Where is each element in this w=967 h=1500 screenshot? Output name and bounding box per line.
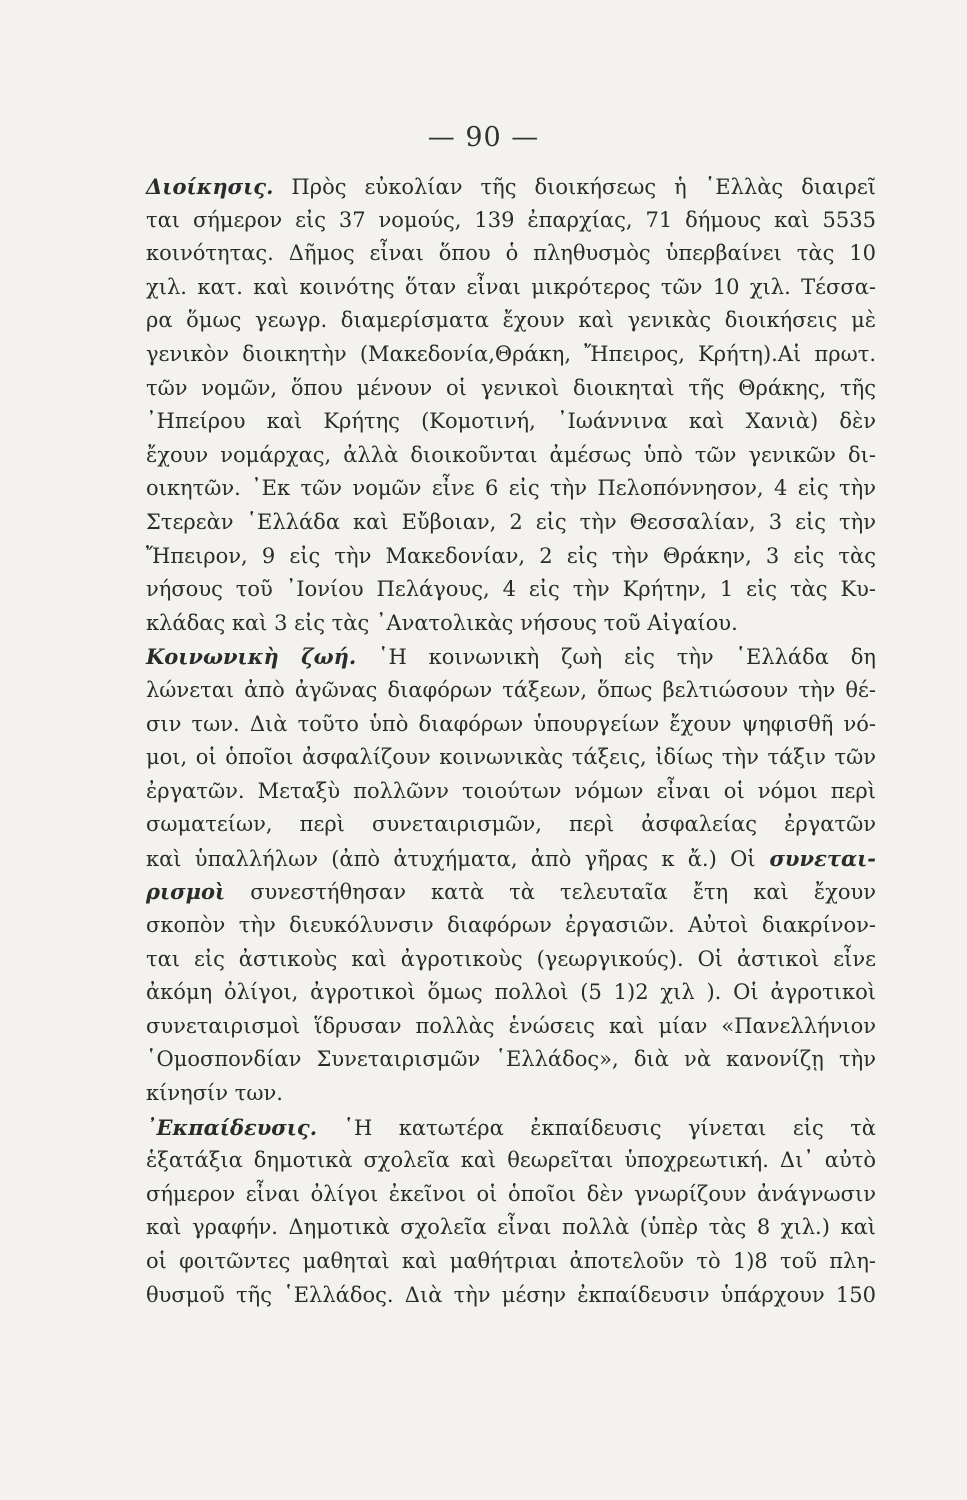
body-text	[146, 170, 876, 1312]
line-text: συνεταιρισμοὶ ἵδρυσαν πολλὰς ἑνώσεις καὶ μίαν «Πανελλήνιον	[146, 1013, 876, 1038]
text-line	[146, 271, 876, 305]
line-text: κίνησίν των.	[146, 1081, 283, 1106]
text-line	[146, 1279, 876, 1313]
text-line	[146, 1144, 876, 1178]
line-text: σιν των. Διὰ τοῦτο ὑπὸ διαφόρων ὑπουργείων ἔχουν ψηφισθῆ νό-	[146, 711, 876, 736]
text-line	[146, 506, 876, 540]
section-heading: ᾽Εκπαίδευσις.	[146, 1114, 318, 1140]
line-text: ται σήμερον εἰς 37 νομούς, 139 ἐπαρχίας, 71 δήμους καὶ 5535	[146, 207, 876, 232]
text-line	[146, 674, 876, 708]
text-line	[146, 1178, 876, 1212]
line-text: ῾Η κοινωνικὴ ζωὴ εἰς τὴν ῾Ελλάδα δη	[356, 645, 876, 670]
section-heading: Κοινωνικὴ ζωή.	[146, 644, 357, 670]
line-text: κοινότητας. Δῆμος εἶναι ὅπου ὁ πληθυσμὸς ὑπερβαίνει τὰς 10	[146, 241, 876, 266]
text-line	[146, 1211, 876, 1245]
line-text: ῾Η κατωτέρα ἐκπαίδευσις γίνεται εἰς τὰ	[317, 1115, 876, 1140]
line-text: Ἤπειρον, 9 εἰς τὴν Μακεδονίαν, 2 εἰς τὴν Θράκην, 3 εἰς τὰς	[146, 543, 876, 568]
line-text: οἱ φοιτῶντες μαθηταὶ καὶ μαθήτριαι ἀποτελοῦν τὸ 1)8 τοῦ πλη-	[146, 1249, 876, 1273]
text-line	[146, 439, 876, 473]
line-text: συνεστήθησαν κατὰ τὰ τελευταῖα ἔτη καὶ ἔχουν	[225, 880, 876, 905]
line-text: ρα ὅμως γεωγρ. διαμερίσματα ἔχουν καὶ γενικὰς διοικήσεις μὲ	[146, 308, 876, 333]
text-line	[146, 573, 876, 607]
text-line	[146, 741, 876, 775]
text-line	[146, 1010, 876, 1044]
text-line	[146, 775, 876, 809]
text-line	[146, 540, 876, 574]
line-text: χιλ. κατ. καὶ κοινότης ὅταν εἶναι μικρότερος τῶν 10 χιλ. Τέσσα-	[146, 274, 876, 299]
line-text: οικητῶν. ᾽Εκ τῶν νομῶν εἶνε 6 εἰς τὴν Πελοπόννησον, 4 εἰς τὴν	[146, 476, 876, 501]
text-line	[146, 808, 876, 842]
text-line	[146, 607, 876, 641]
line-text: ᾽Ηπείρου καὶ Κρήτης (Κομοτινή, ᾽Ιωάννινα καὶ Χανιὰ) δὲν	[146, 409, 876, 434]
text-line	[146, 976, 876, 1010]
line-text: λώνεται ἀπὸ ἀγῶνας διαφόρων τάξεων, ὅπως βελτιώσουν τὴν θέ-	[146, 677, 876, 702]
line-text: θυσμοῦ τῆς ῾Ελλάδος. Διὰ τὴν μέσην ἐκπαίδευσιν ὑπάρχουν 150	[146, 1282, 876, 1307]
text-line	[146, 472, 876, 506]
text-line	[146, 237, 876, 271]
line-text: γενικὸν διοικητὴν (Μακεδονία,Θράκη, Ἤπειρος, Κρήτη).Αἱ πρωτ.	[146, 341, 876, 366]
text-line	[146, 909, 876, 943]
line-text: σκοπὸν τὴν διευκόλυνσιν διαφόρων ἐργασιῶν. Αὐτοὶ διακρίνον-	[146, 913, 876, 938]
emphasized-term: συνεται-	[755, 845, 876, 871]
text-line	[146, 640, 876, 674]
line-text: σήμερον εἶναι ὀλίγοι ἐκεῖνοι οἱ ὁποῖοι δὲν γνωρίζουν ἀνάγνωσιν	[146, 1181, 876, 1206]
text-line	[146, 875, 876, 909]
line-text: ἀκόμη ὀλίγοι, ἀγροτικοὶ ὅμως πολλοὶ (5 1)2 χιλ ). Οἱ ἀγροτικοὶ	[146, 980, 876, 1005]
line-text: Στερεὰν ῾Ελλάδα καὶ Εὔβοιαν, 2 εἰς τὴν Θεσσαλίαν, 3 εἰς τὴν	[146, 509, 876, 534]
line-text: τῶν νομῶν, ὅπου μένουν οἱ γενικοὶ διοικηταὶ τῆς Θράκης, τῆς	[146, 375, 876, 400]
line-text: σωματείων, περὶ συνεταιρισμῶν, περὶ ἀσφαλείας ἐργατῶν	[146, 812, 876, 837]
line-text: ἐργατῶν. Μεταξὺ πολλῶνν τοιούτων νόμων εἶναι οἱ νόμοι περὶ	[146, 778, 876, 803]
text-line	[146, 1043, 876, 1077]
text-line	[146, 1111, 876, 1145]
line-text: καὶ ὑπαλλήλων (ἀπὸ ἀτυχήματα, ἀπὸ γῆρας κ ἄ.) Οἱ	[146, 846, 756, 871]
text-line	[146, 842, 876, 876]
section-heading: Διοίκησις.	[146, 174, 274, 199]
text-line	[146, 405, 876, 439]
line-text: κλάδας καὶ 3 εἰς τὰς ᾽Ανατολικὰς νήσους τοῦ Αἰγαίου.	[146, 610, 738, 635]
text-line	[146, 338, 876, 372]
text-line	[146, 708, 876, 742]
line-text: ται εἰς ἀστικοὺς καὶ ἀγροτικοὺς (γεωργικούς). Οἱ ἀστικοὶ εἶνε	[146, 946, 876, 971]
text-line	[146, 204, 876, 238]
line-text: νήσους τοῦ ᾽Ιονίου Πελάγους, 4 εἰς τὴν Κρήτην, 1 εἰς τὰς Κυ-	[146, 577, 876, 602]
line-text: μοι, οἱ ὁποῖοι ἀσφαλίζουν κοινωνικὰς τάξεις, ἰδίως τὴν τάξιν τῶν	[146, 745, 876, 770]
page-number: — 90 —	[427, 122, 540, 153]
text-line	[146, 170, 876, 204]
line-text: Πρὸς εὐκολίαν τῆς διοικήσεως ἡ ῾Ελλὰς διαιρεῖ	[273, 175, 876, 199]
line-text: ἑξατάξια δημοτικὰ σχολεῖα καὶ θεωρεῖται ὑποχρεωτική. Δι᾽ αὐτὸ	[146, 1148, 876, 1173]
text-line	[146, 372, 876, 406]
line-text: ῾Ομοσπονδίαν Συνεταιρισμῶν ῾Ελλάδος», διὰ νὰ κανονίζῃ τὴν	[146, 1047, 876, 1072]
text-line	[146, 304, 876, 338]
line-text: καὶ γραφήν. Δημοτικὰ σχολεῖα εἶναι πολλὰ (ὑπὲρ τὰς 8 χιλ.) καὶ	[146, 1215, 876, 1240]
text-line	[146, 1245, 876, 1279]
line-text: ἔχουν νομάρχας, ἀλλὰ διοικοῦνται ἀμέσως ὑπὸ τῶν γενικῶν δι-	[146, 442, 876, 467]
emphasized-term: ρισμοὶ	[146, 879, 226, 905]
text-line	[146, 943, 876, 977]
text-line	[146, 1077, 876, 1111]
